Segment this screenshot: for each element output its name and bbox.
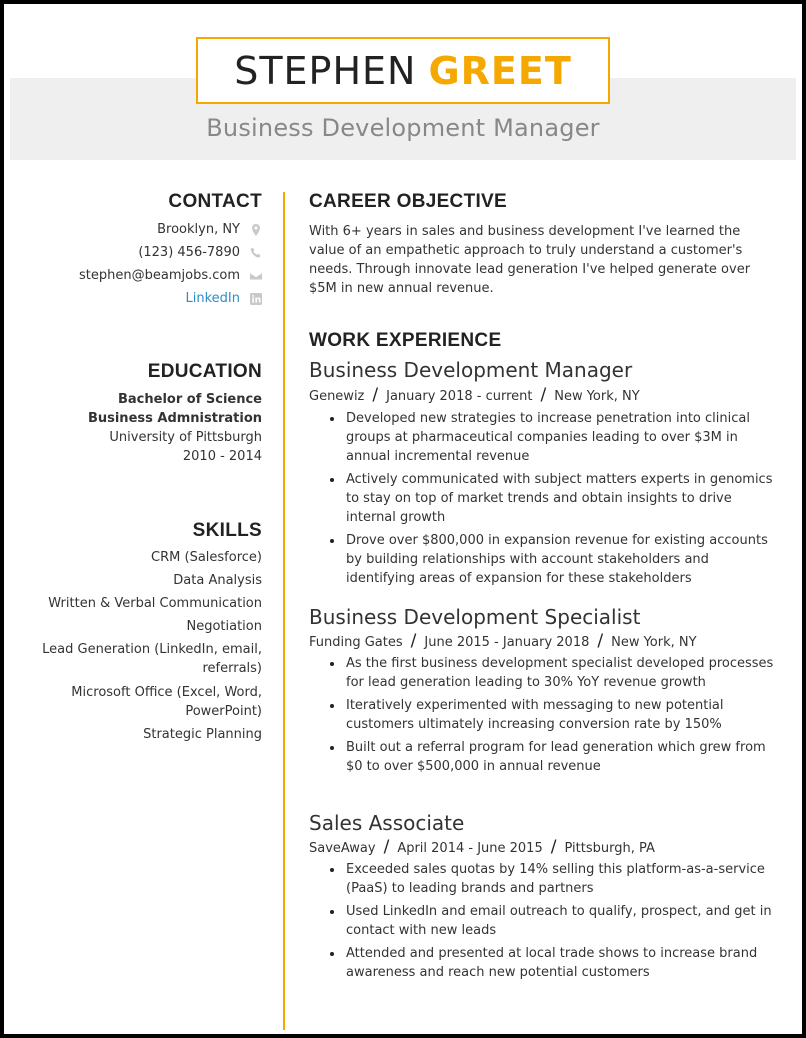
job-company: SaveAway <box>309 841 376 856</box>
linkedin-icon <box>250 293 262 305</box>
list-item: As the first business development specialist developed processes for lead generation leading to 30% YoY revenue growth <box>346 654 776 692</box>
list-item: Actively communicated with subject matters experts in genomics to stay on top of market trends and obtain insights to drive internal growth <box>346 470 776 527</box>
experience-heading: WORK EXPERIENCE <box>309 330 502 351</box>
list-item: Built out a referral program for lead generation which grew from $0 to over $500,000 in annual revenue <box>346 738 776 776</box>
meta-separator: / <box>410 631 417 651</box>
education-major: Business Admnistration <box>87 411 262 426</box>
meta-separator: / <box>597 631 604 651</box>
phone-icon <box>250 247 262 259</box>
skill-item: Strategic Planning <box>143 727 262 742</box>
meta-separator: / <box>383 837 390 857</box>
job-dates: June 2015 - January 2018 <box>424 635 590 650</box>
job-dates: April 2014 - June 2015 <box>397 841 543 856</box>
list-item: Iteratively experimented with messaging to new potential customers ultimately increasing conversion rate by 150% <box>346 696 776 734</box>
job-title: Sales Associate <box>309 811 465 835</box>
job-title: Business Development Specialist <box>309 605 641 629</box>
column-divider <box>283 192 285 1030</box>
email-text[interactable]: stephen@beamjobs.com <box>79 268 240 283</box>
job-bullets <box>346 860 776 986</box>
skill-item: referrals) <box>202 661 262 676</box>
list-item: Developed new strategies to increase penetration into clinical groups at pharmaceutical companies leading to over $3M in annual incremental revenue <box>346 409 776 466</box>
phone-text: (123) 456-7890 <box>138 245 240 260</box>
meta-separator: / <box>372 385 379 405</box>
education-heading: EDUCATION <box>147 361 262 382</box>
skill-item: Microsoft Office (Excel, Word, <box>71 685 262 700</box>
contact-email <box>79 268 262 283</box>
contact-phone <box>138 245 262 260</box>
list-item: Drove over $800,000 in expansion revenue for existing accounts by building relationships with account stakeholders and identifying areas of expansion for these stakeholders <box>346 531 776 588</box>
skills-heading: SKILLS <box>192 520 262 541</box>
job-meta <box>309 385 640 405</box>
skill-item: PowerPoint) <box>185 704 262 719</box>
objective-heading: CAREER OBJECTIVE <box>309 191 508 212</box>
job-company: Genewiz <box>309 389 365 404</box>
list-item: Exceeded sales quotas by 14% selling this platform-as-a-service (PaaS) to leading brands and partners <box>346 860 776 898</box>
list-item: Attended and presented at local trade shows to increase brand awareness and reach new potential customers <box>346 944 776 982</box>
map-pin-icon <box>250 224 262 236</box>
first-name: STEPHEN <box>234 48 417 93</box>
location-text: Brooklyn, NY <box>157 222 240 237</box>
skill-item: Written & Verbal Communication <box>48 596 262 611</box>
linkedin-link[interactable]: LinkedIn <box>185 291 240 306</box>
name-box <box>196 37 610 104</box>
job-location: Pittsburgh, PA <box>564 841 655 856</box>
skill-item: Data Analysis <box>173 573 262 588</box>
job-bullets <box>346 654 776 780</box>
contact-linkedin <box>186 291 262 306</box>
meta-separator: / <box>550 837 557 857</box>
job-title: Business Development Manager <box>206 114 600 142</box>
job-location: New York, NY <box>554 389 640 404</box>
education-school: University of Pittsburgh <box>109 430 262 445</box>
job-dates: January 2018 - current <box>386 389 533 404</box>
job-meta <box>309 837 655 857</box>
skill-item: Lead Generation (LinkedIn, email, <box>42 642 262 657</box>
education-years: 2010 - 2014 <box>182 449 262 464</box>
job-bullets <box>346 409 776 592</box>
education-degree: Bachelor of Science <box>117 392 262 407</box>
envelope-icon <box>250 270 262 282</box>
contact-heading: CONTACT <box>168 191 262 212</box>
skill-item: Negotiation <box>186 619 262 634</box>
job-location: New York, NY <box>611 635 697 650</box>
last-name: GREET <box>428 48 572 93</box>
skill-item: CRM (Salesforce) <box>151 550 262 565</box>
objective-text: With 6+ years in sales and business development I've learned the value of an empathetic approach to truly understand a customer's needs. Through innovate lead generation I've helped generate over $5M in new annual revenue. <box>309 224 751 296</box>
job-company: Funding Gates <box>309 635 403 650</box>
list-item: Used LinkedIn and email outreach to qualify, prospect, and get in contact with new leads <box>346 902 776 940</box>
resume-page <box>4 4 802 1034</box>
meta-separator: / <box>540 385 547 405</box>
job-meta <box>309 631 697 651</box>
contact-location <box>157 222 262 237</box>
job-title: Business Development Manager <box>309 358 633 382</box>
